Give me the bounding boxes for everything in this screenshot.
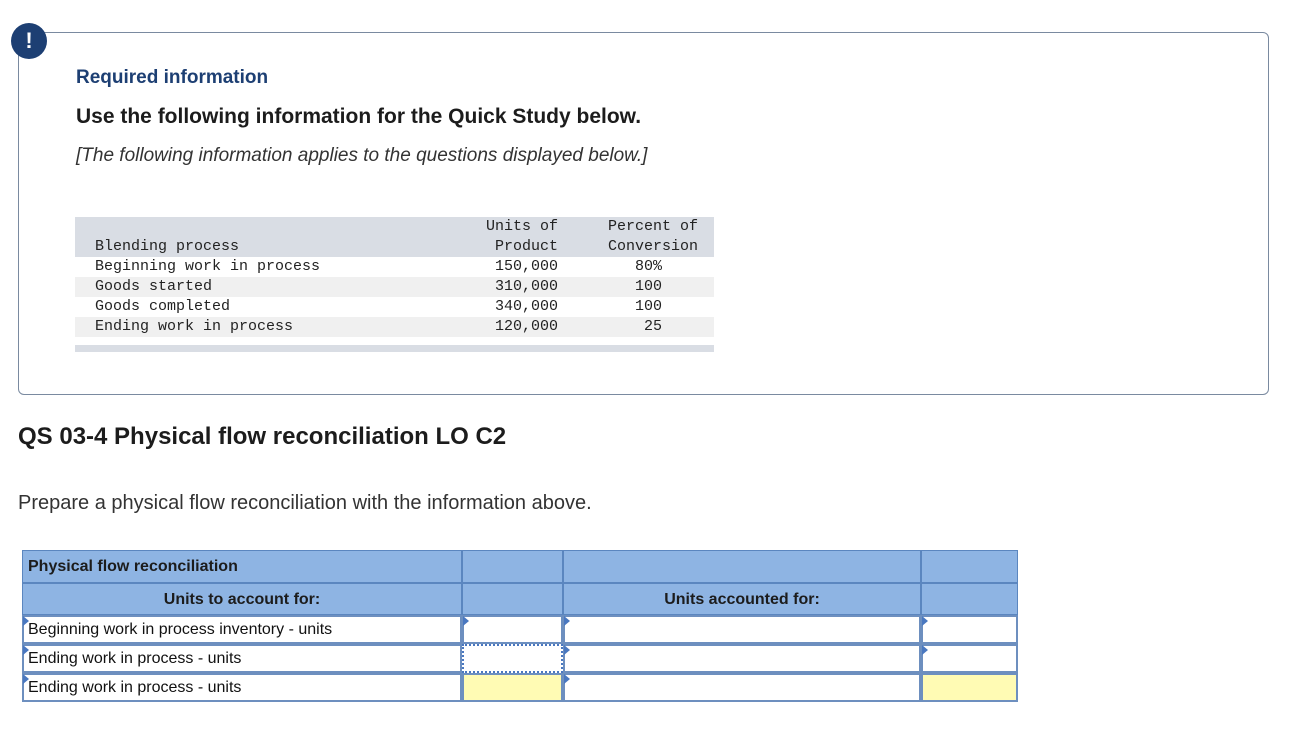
row-percent: 100 — [634, 298, 662, 315]
reconciliation-table — [22, 550, 1018, 703]
table-header — [75, 217, 714, 257]
question-prompt: Prepare a physical flow reconciliation with the information above. — [18, 492, 592, 514]
recon-subheader-empty — [921, 583, 1018, 615]
recon-subheader-empty — [462, 583, 563, 615]
to-account-amount-input[interactable] — [462, 615, 563, 644]
accounted-label-input[interactable] — [563, 615, 921, 644]
row-label: Goods started — [95, 278, 213, 295]
row-percent: 100 — [634, 278, 662, 295]
recon-header-cell — [22, 550, 462, 583]
to-account-amount-input[interactable] — [462, 644, 563, 673]
row-label: Goods completed — [95, 298, 231, 315]
table-row — [75, 277, 714, 297]
total-to-account-amount — [462, 673, 563, 702]
accounted-label-input[interactable] — [563, 644, 921, 673]
to-account-label-input[interactable]: Beginning work in process inventory - units — [22, 615, 462, 644]
recon-header-title: Physical flow reconciliation — [28, 558, 238, 575]
dropdown-flag-icon — [922, 645, 928, 655]
row-label: Beginning work in process — [95, 258, 321, 275]
dropdown-flag-icon — [922, 616, 928, 626]
total-to-account-label[interactable]: Ending work in process - units — [22, 673, 462, 702]
units-header-line1: Units of — [485, 218, 558, 235]
question-title: QS 03-4 Physical flow reconciliation LO C2 — [18, 423, 507, 450]
recon-header-empty — [921, 550, 1018, 583]
percent-header-line1: Percent of — [607, 218, 698, 235]
table-row — [75, 317, 714, 337]
required-info-title: Required information — [76, 67, 269, 88]
row-percent: 80% — [634, 258, 662, 275]
applies-note: [The following information applies to the questions displayed below.] — [76, 145, 648, 166]
table-row — [75, 297, 714, 317]
total-accounted-amount — [921, 673, 1018, 702]
accounted-amount-input[interactable] — [921, 615, 1018, 644]
total-accounted-label[interactable] — [563, 673, 921, 702]
units-header-line2: Product — [494, 238, 558, 255]
table-footer-bar — [75, 345, 714, 352]
dropdown-flag-icon — [23, 616, 29, 626]
table-row — [75, 257, 714, 277]
dropdown-flag-icon — [23, 674, 29, 684]
alert-icon: ! — [11, 23, 47, 59]
row-percent: 25 — [643, 318, 662, 335]
accounted-amount-input[interactable] — [921, 644, 1018, 673]
recon-header-empty — [563, 550, 921, 583]
dropdown-flag-icon — [463, 616, 469, 626]
row-units: 340,000 — [494, 298, 558, 315]
dropdown-flag-icon — [564, 616, 570, 626]
to-account-label-input[interactable]: Ending work in process - units — [22, 644, 462, 673]
row-units: 150,000 — [494, 258, 558, 275]
units-accounted-label: Units accounted for: — [664, 591, 820, 608]
dropdown-flag-icon — [564, 674, 570, 684]
row-units: 310,000 — [494, 278, 558, 295]
use-info-heading: Use the following information for the Quick Study below. — [76, 105, 642, 128]
units-to-account-header — [22, 583, 462, 615]
dropdown-flag-icon — [564, 645, 570, 655]
process-data-table — [75, 217, 714, 352]
row-label: Ending work in process — [95, 318, 294, 335]
recon-header-empty — [462, 550, 563, 583]
row-units: 120,000 — [494, 318, 558, 335]
units-to-account-label: Units to account for: — [163, 591, 321, 608]
percent-header-line2: Conversion — [607, 238, 698, 255]
units-accounted-header — [563, 583, 921, 615]
dropdown-flag-icon — [23, 645, 29, 655]
process-label: Blending process — [95, 238, 240, 255]
